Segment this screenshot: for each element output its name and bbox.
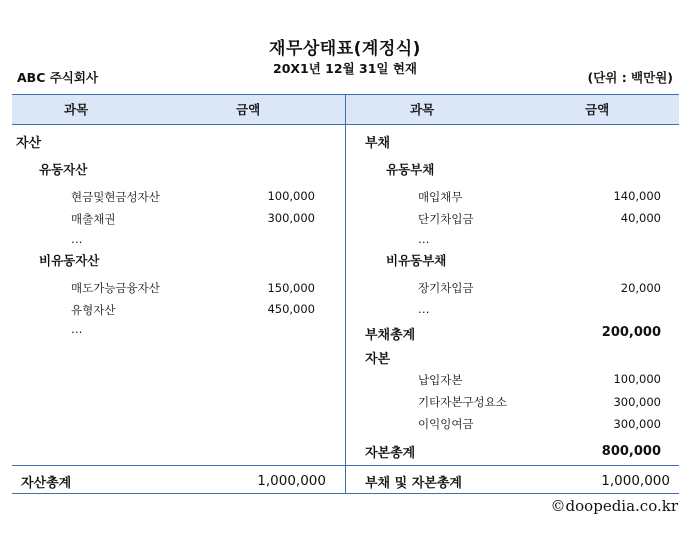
- statement-date: 20X1년 12월 31일 현재: [273, 61, 417, 76]
- noncurrent-assets-title: 비유동자산: [39, 253, 100, 268]
- table-bottom-border: [12, 493, 679, 494]
- right-header-account: 과목: [410, 102, 435, 117]
- equity-total-label: 자본총계: [365, 446, 416, 461]
- liabilities-title: 부채: [365, 136, 391, 151]
- unit-label: (단위 : 백만원): [587, 70, 673, 85]
- right-header-amount: 금액: [585, 102, 610, 117]
- liabilities-total-label: 부채총계: [365, 328, 416, 343]
- equity-value-retained-earnings: 300,000: [613, 417, 661, 431]
- equity-title: 자본: [365, 352, 391, 367]
- equity-item-retained-earnings: 이익잉여금: [418, 417, 474, 431]
- left-header-account: 과목: [64, 102, 89, 117]
- liab-value-payables: 140,000: [613, 189, 661, 203]
- asset-value-ppe: 450,000: [267, 302, 315, 316]
- equity-value-other-components: 300,000: [613, 395, 661, 409]
- equity-total-value: 800,000: [601, 444, 661, 459]
- company-name: ABC 주식회사: [17, 70, 99, 85]
- liabilities-total-value: 200,000: [601, 325, 661, 340]
- asset-item-afs: 매도가능금융자산: [71, 281, 160, 295]
- asset-value-receivables: 300,000: [267, 211, 315, 225]
- noncurrent-liabilities-title: 비유동부채: [386, 253, 447, 268]
- equity-value-paidin: 100,000: [613, 372, 661, 386]
- statement-title: 재무상태표(계정식): [269, 39, 421, 59]
- liab-value-longterm-borrowings: 20,000: [620, 281, 661, 295]
- asset-item-ellipsis-2: …: [71, 322, 83, 336]
- liab-item-shortterm-borrowings: 단기차입금: [418, 212, 474, 226]
- liab-item-ellipsis: …: [418, 232, 430, 246]
- liab-item-longterm-borrowings: 장기차입금: [418, 281, 474, 295]
- asset-item-ellipsis: …: [71, 232, 83, 246]
- left-header-amount: 금액: [236, 102, 261, 117]
- total-row-divider: [12, 465, 679, 466]
- liab-item-payables: 매입채무: [418, 190, 463, 204]
- equity-item-other-components: 기타자본구성요소: [418, 395, 507, 409]
- liab-equity-total-label: 부채 및 자본총계: [365, 476, 462, 491]
- assets-title: 자산: [16, 136, 42, 151]
- liab-item-ellipsis-2: …: [418, 302, 430, 316]
- current-assets-title: 유동자산: [39, 162, 88, 177]
- asset-item-cash: 현금및현금성자산: [71, 190, 160, 204]
- assets-total-value: 1,000,000: [257, 473, 326, 489]
- current-liabilities-title: 유동부채: [386, 162, 435, 177]
- asset-value-afs: 150,000: [267, 281, 315, 295]
- liab-value-shortterm-borrowings: 40,000: [620, 211, 661, 225]
- column-divider: [345, 94, 346, 493]
- asset-value-cash: 100,000: [267, 189, 315, 203]
- asset-item-receivables: 매출채권: [71, 212, 116, 226]
- equity-item-paidin: 납입자본: [418, 373, 463, 387]
- asset-item-ppe: 유형자산: [71, 303, 116, 317]
- liab-equity-total-value: 1,000,000: [601, 473, 670, 489]
- copyright-notice: ©doopedia.co.kr: [550, 497, 678, 515]
- assets-total-label: 자산총계: [21, 476, 72, 491]
